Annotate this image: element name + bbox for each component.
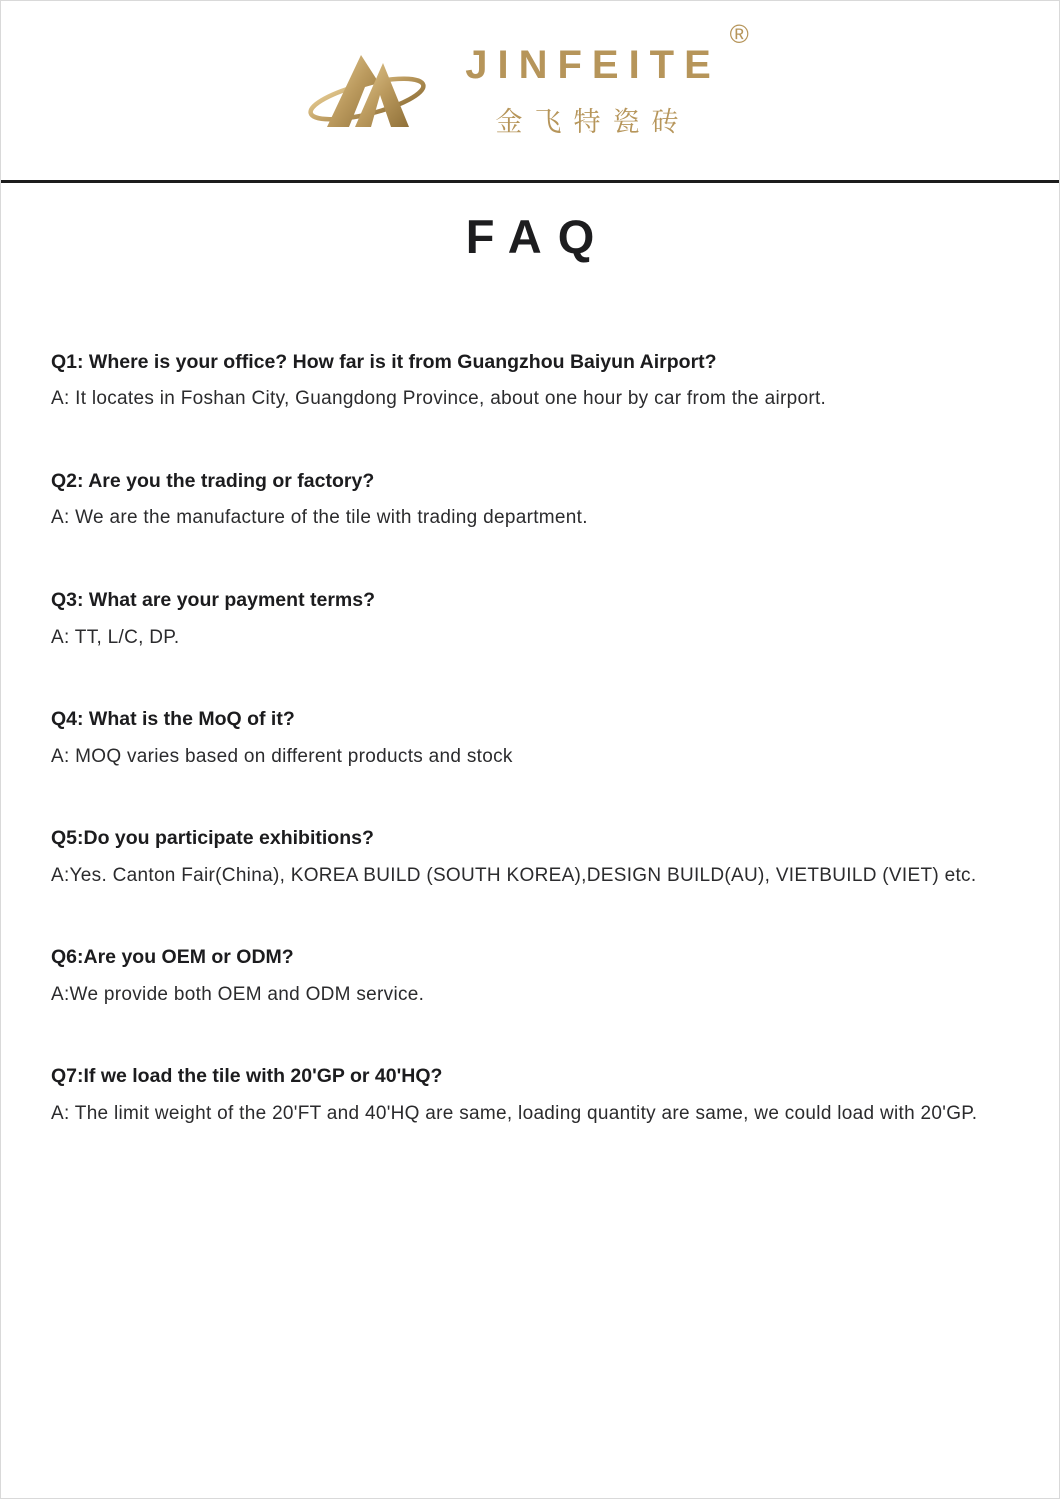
faq-item: [51, 588, 1009, 650]
faq-answer: A: We are the manufacture of the tile with trading department.: [51, 507, 588, 529]
registered-trademark-symbol: ®: [729, 18, 749, 49]
logo: [305, 18, 755, 139]
faq-list: [1, 350, 1059, 1126]
faq-question: Q5:Do you participate exhibitions?: [51, 827, 374, 850]
brand-name-chinese: 金飞特瓷砖: [495, 106, 691, 138]
faq-item: [51, 469, 1009, 531]
faq-question: Q6:Are you OEM or ODM?: [51, 946, 294, 969]
faq-question: Q2: Are you the trading or factory?: [51, 470, 375, 493]
faq-question: Q4: What is the MoQ of it?: [51, 708, 295, 731]
faq-answer: A: It locates in Foshan City, Guangdong Province, about one hour by car from the airport.: [51, 388, 827, 410]
header: [1, 1, 1059, 180]
faq-answer: A: MOQ varies based on different products and stock: [51, 745, 513, 767]
faq-item: [51, 945, 1009, 1007]
faq-item: [51, 1064, 1009, 1126]
faq-question: Q1: Where is your office? How far is it from Guangzhou Baiyun Airport?: [51, 351, 717, 373]
faq-answer: A:We provide both OEM and ODM service.: [51, 983, 425, 1005]
faq-item: [51, 350, 1009, 412]
faq-item: [51, 707, 1009, 769]
faq-answer: A: The limit weight of the 20'FT and 40'HQ are same, loading quantity are same, we could load with 20'GP.: [51, 1102, 978, 1124]
logo-mark-icon: [305, 43, 437, 139]
faq-answer: A: TT, L/C, DP.: [51, 626, 180, 648]
faq-answer: A:Yes. Canton Fair(China), KOREA BUILD (SOUTH KOREA),DESIGN BUILD(AU), VIETBUILD (VIET) etc.: [51, 864, 977, 886]
header-divider: [1, 180, 1059, 183]
brand-name: JINFEITE: [465, 42, 721, 87]
faq-question: Q3: What are your payment terms?: [51, 589, 375, 612]
page-title: FAQ: [465, 210, 611, 263]
faq-question: Q7:If we load the tile with 20'GP or 40'HQ?: [51, 1065, 443, 1088]
faq-item: [51, 826, 1009, 888]
logo-text: [465, 18, 755, 139]
